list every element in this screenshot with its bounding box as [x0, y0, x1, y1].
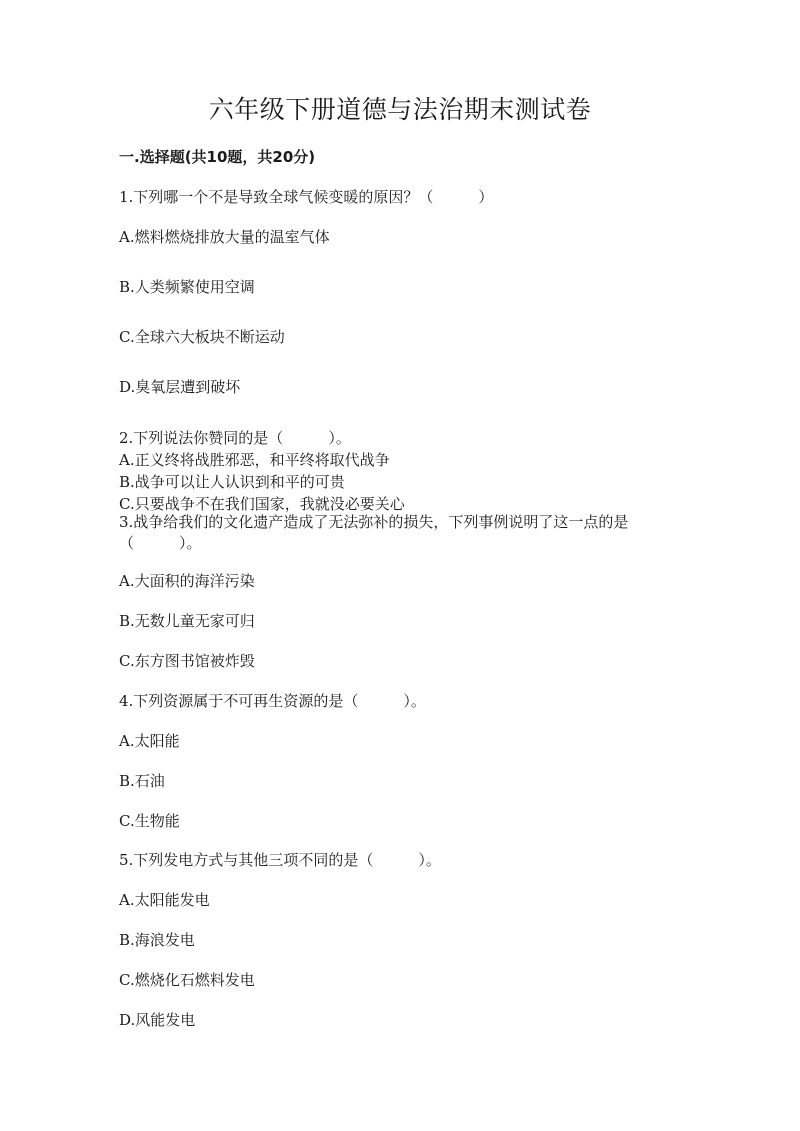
- section-heading: 一.选择题(共10题，共20分): [119, 148, 316, 166]
- question-3-stem: 3.战争给我们的文化遗产造成了无法弥补的损失，下列事例说明了这一点的是: [119, 513, 629, 531]
- question-1-option-d: D.臭氧层遭到破坏: [119, 378, 241, 396]
- question-1-stem: 1.下列哪一个不是导致全球气候变暖的原因？（ ）: [119, 188, 494, 206]
- exam-title: 六年级下册道德与法治期末测试卷: [208, 95, 592, 124]
- question-1-option-c: C.全球六大板块不断运动: [119, 328, 285, 346]
- question-2-option-c: C.只要战争不在我们国家，我就没必要关心: [119, 495, 405, 513]
- question-2-option-a: A.正义终将战胜邪恶，和平终将取代战争: [119, 451, 390, 469]
- question-5-option-a: A.太阳能发电: [119, 891, 210, 909]
- question-4-stem: 4.下列资源属于不可再生资源的是（ ）。: [119, 692, 426, 710]
- question-4-option-a: A.太阳能: [119, 732, 180, 750]
- question-3-stem-continued: （ ）。: [119, 534, 202, 552]
- question-5-option-c: C.燃烧化石燃料发电: [119, 971, 255, 989]
- question-2-stem: 2.下列说法你赞同的是（ ）。: [119, 429, 351, 447]
- question-4-option-b: B.石油: [119, 772, 165, 790]
- question-3-option-b: B.无数儿童无家可归: [119, 612, 255, 630]
- question-5-option-d: D.风能发电: [119, 1011, 196, 1029]
- question-5-stem: 5.下列发电方式与其他三项不同的是（ ）。: [119, 851, 441, 869]
- question-1-option-a: A.燃料燃烧排放大量的温室气体: [119, 228, 330, 246]
- question-2-option-b: B.战争可以让人认识到和平的可贵: [119, 473, 345, 491]
- question-5-option-b: B.海浪发电: [119, 931, 195, 949]
- question-1-option-b: B.人类频繁使用空调: [119, 278, 255, 296]
- question-3-option-a: A.大面积的海洋污染: [119, 572, 255, 590]
- question-3-option-c: C.东方图书馆被炸毁: [119, 652, 255, 670]
- question-4-option-c: C.生物能: [119, 812, 180, 830]
